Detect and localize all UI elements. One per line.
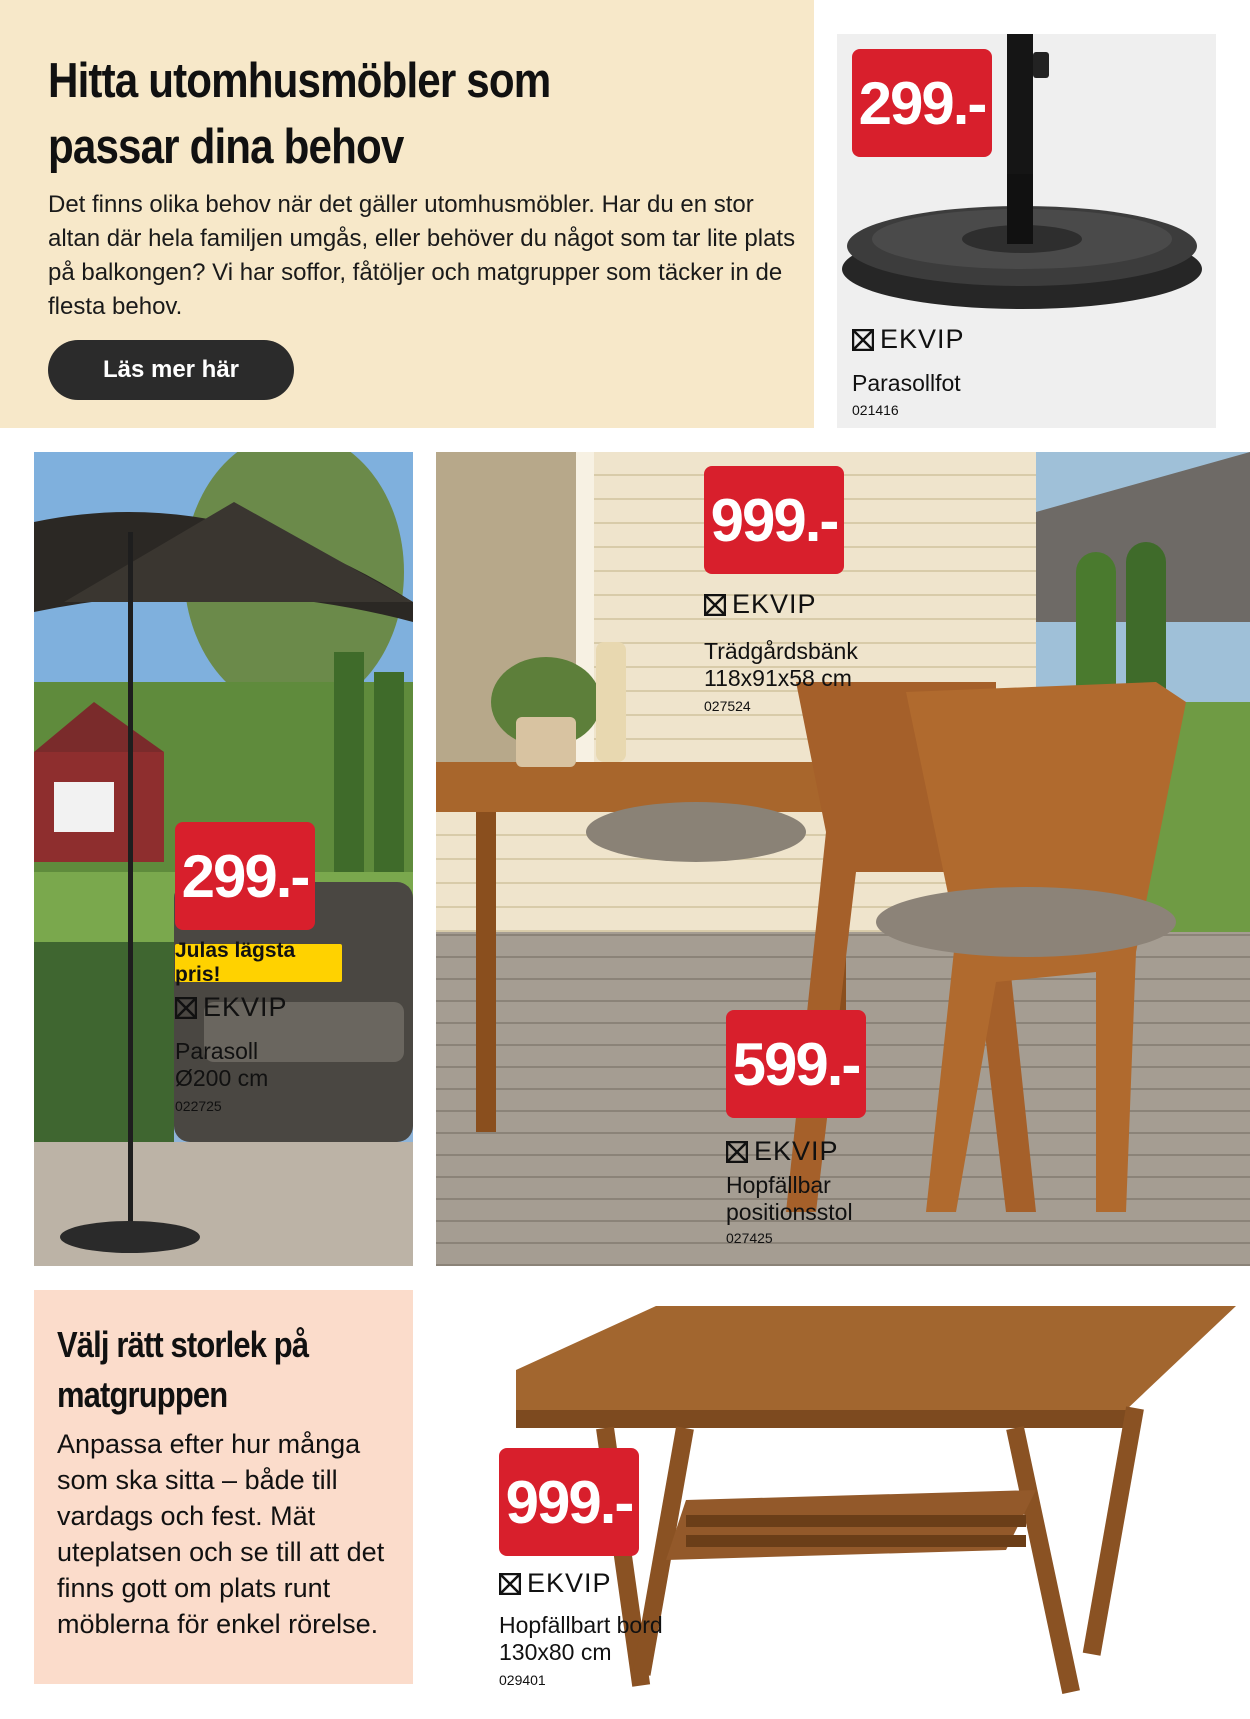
article-number: 027425 [726, 1230, 773, 1246]
product-name-bench[interactable] [704, 638, 858, 692]
price-value: 999.- [710, 486, 838, 554]
product-name-line: Trädgårdsbänk [704, 638, 858, 664]
price-tag-chair [726, 1010, 866, 1118]
tip-box [34, 1290, 413, 1684]
brand-logo [175, 992, 288, 1023]
ekvip-logo-icon [726, 1141, 748, 1163]
product-parasoll[interactable] [34, 452, 413, 1266]
tip-body: Anpassa efter hur många som ska sitta – både till vardags och fest. Mät uteplatsen och se till att det finns gott om plats runt möblerna för enkel rörelse. [57, 1429, 385, 1639]
brand-logo [852, 324, 965, 355]
article-number: 022725 [175, 1098, 222, 1114]
product-name-line: Hopfällbar [726, 1172, 831, 1198]
intro-title: Hitta utomhusmöbler som passar dina behov [48, 54, 551, 174]
product-size: Ø200 cm [175, 1065, 269, 1091]
ekvip-logo-icon [175, 997, 197, 1019]
read-more-button[interactable]: Läs mer här [48, 340, 294, 400]
dining-scene-image [436, 452, 1250, 1266]
product-name [175, 1038, 268, 1092]
lowest-price-badge: Julas lägsta pris! [175, 944, 342, 982]
price-value: 299.- [858, 69, 986, 137]
article-number: 021416 [852, 402, 899, 418]
tip-title: Välj rätt storlek på matgruppen [57, 1324, 309, 1415]
product-name-line: Parasoll [175, 1038, 259, 1064]
intro-panel [0, 0, 814, 428]
ekvip-logo-icon [704, 594, 726, 616]
article-number: 027524 [704, 698, 751, 714]
brand-name: EKVIP [880, 324, 965, 354]
brand-name: EKVIP [754, 1136, 839, 1166]
brand-name: EKVIP [203, 992, 288, 1022]
article-number: 029401 [499, 1672, 546, 1688]
product-size: 118x91x58 cm [704, 665, 852, 691]
brand-logo [499, 1568, 612, 1599]
price-tag [852, 49, 992, 157]
product-parasollfot[interactable] [837, 34, 1216, 428]
price-value: 299.- [181, 842, 309, 910]
product-bord[interactable] [436, 1290, 1250, 1719]
brand-logo [704, 589, 817, 620]
ekvip-logo-icon [852, 329, 874, 351]
dining-scene [436, 452, 1250, 1266]
brand-logo [726, 1136, 839, 1167]
brand-name: EKVIP [732, 589, 817, 619]
product-name-chair[interactable] [726, 1172, 853, 1226]
product-name-line: positionsstol [726, 1199, 853, 1225]
ekvip-logo-icon [499, 1573, 521, 1595]
product-name-line: Hopfällbart bord [499, 1612, 663, 1638]
price-tag [175, 822, 315, 930]
price-tag-bench [704, 466, 844, 574]
price-value: 599.- [732, 1030, 860, 1098]
brand-name: EKVIP [527, 1568, 612, 1598]
price-value: 999.- [505, 1468, 633, 1536]
price-tag [499, 1448, 639, 1556]
product-name [499, 1612, 663, 1666]
intro-body: Det finns olika behov när det gäller utomhusmöbler. Har du en stor altan där hela familjen umgås, eller behöver du något som tar lite plats på balkongen? Vi har soffor, fåtöljer och matgrupper som täcker in de flesta behov. [48, 191, 796, 320]
product-name: Parasollfot [852, 370, 961, 396]
product-size: 130x80 cm [499, 1639, 612, 1665]
